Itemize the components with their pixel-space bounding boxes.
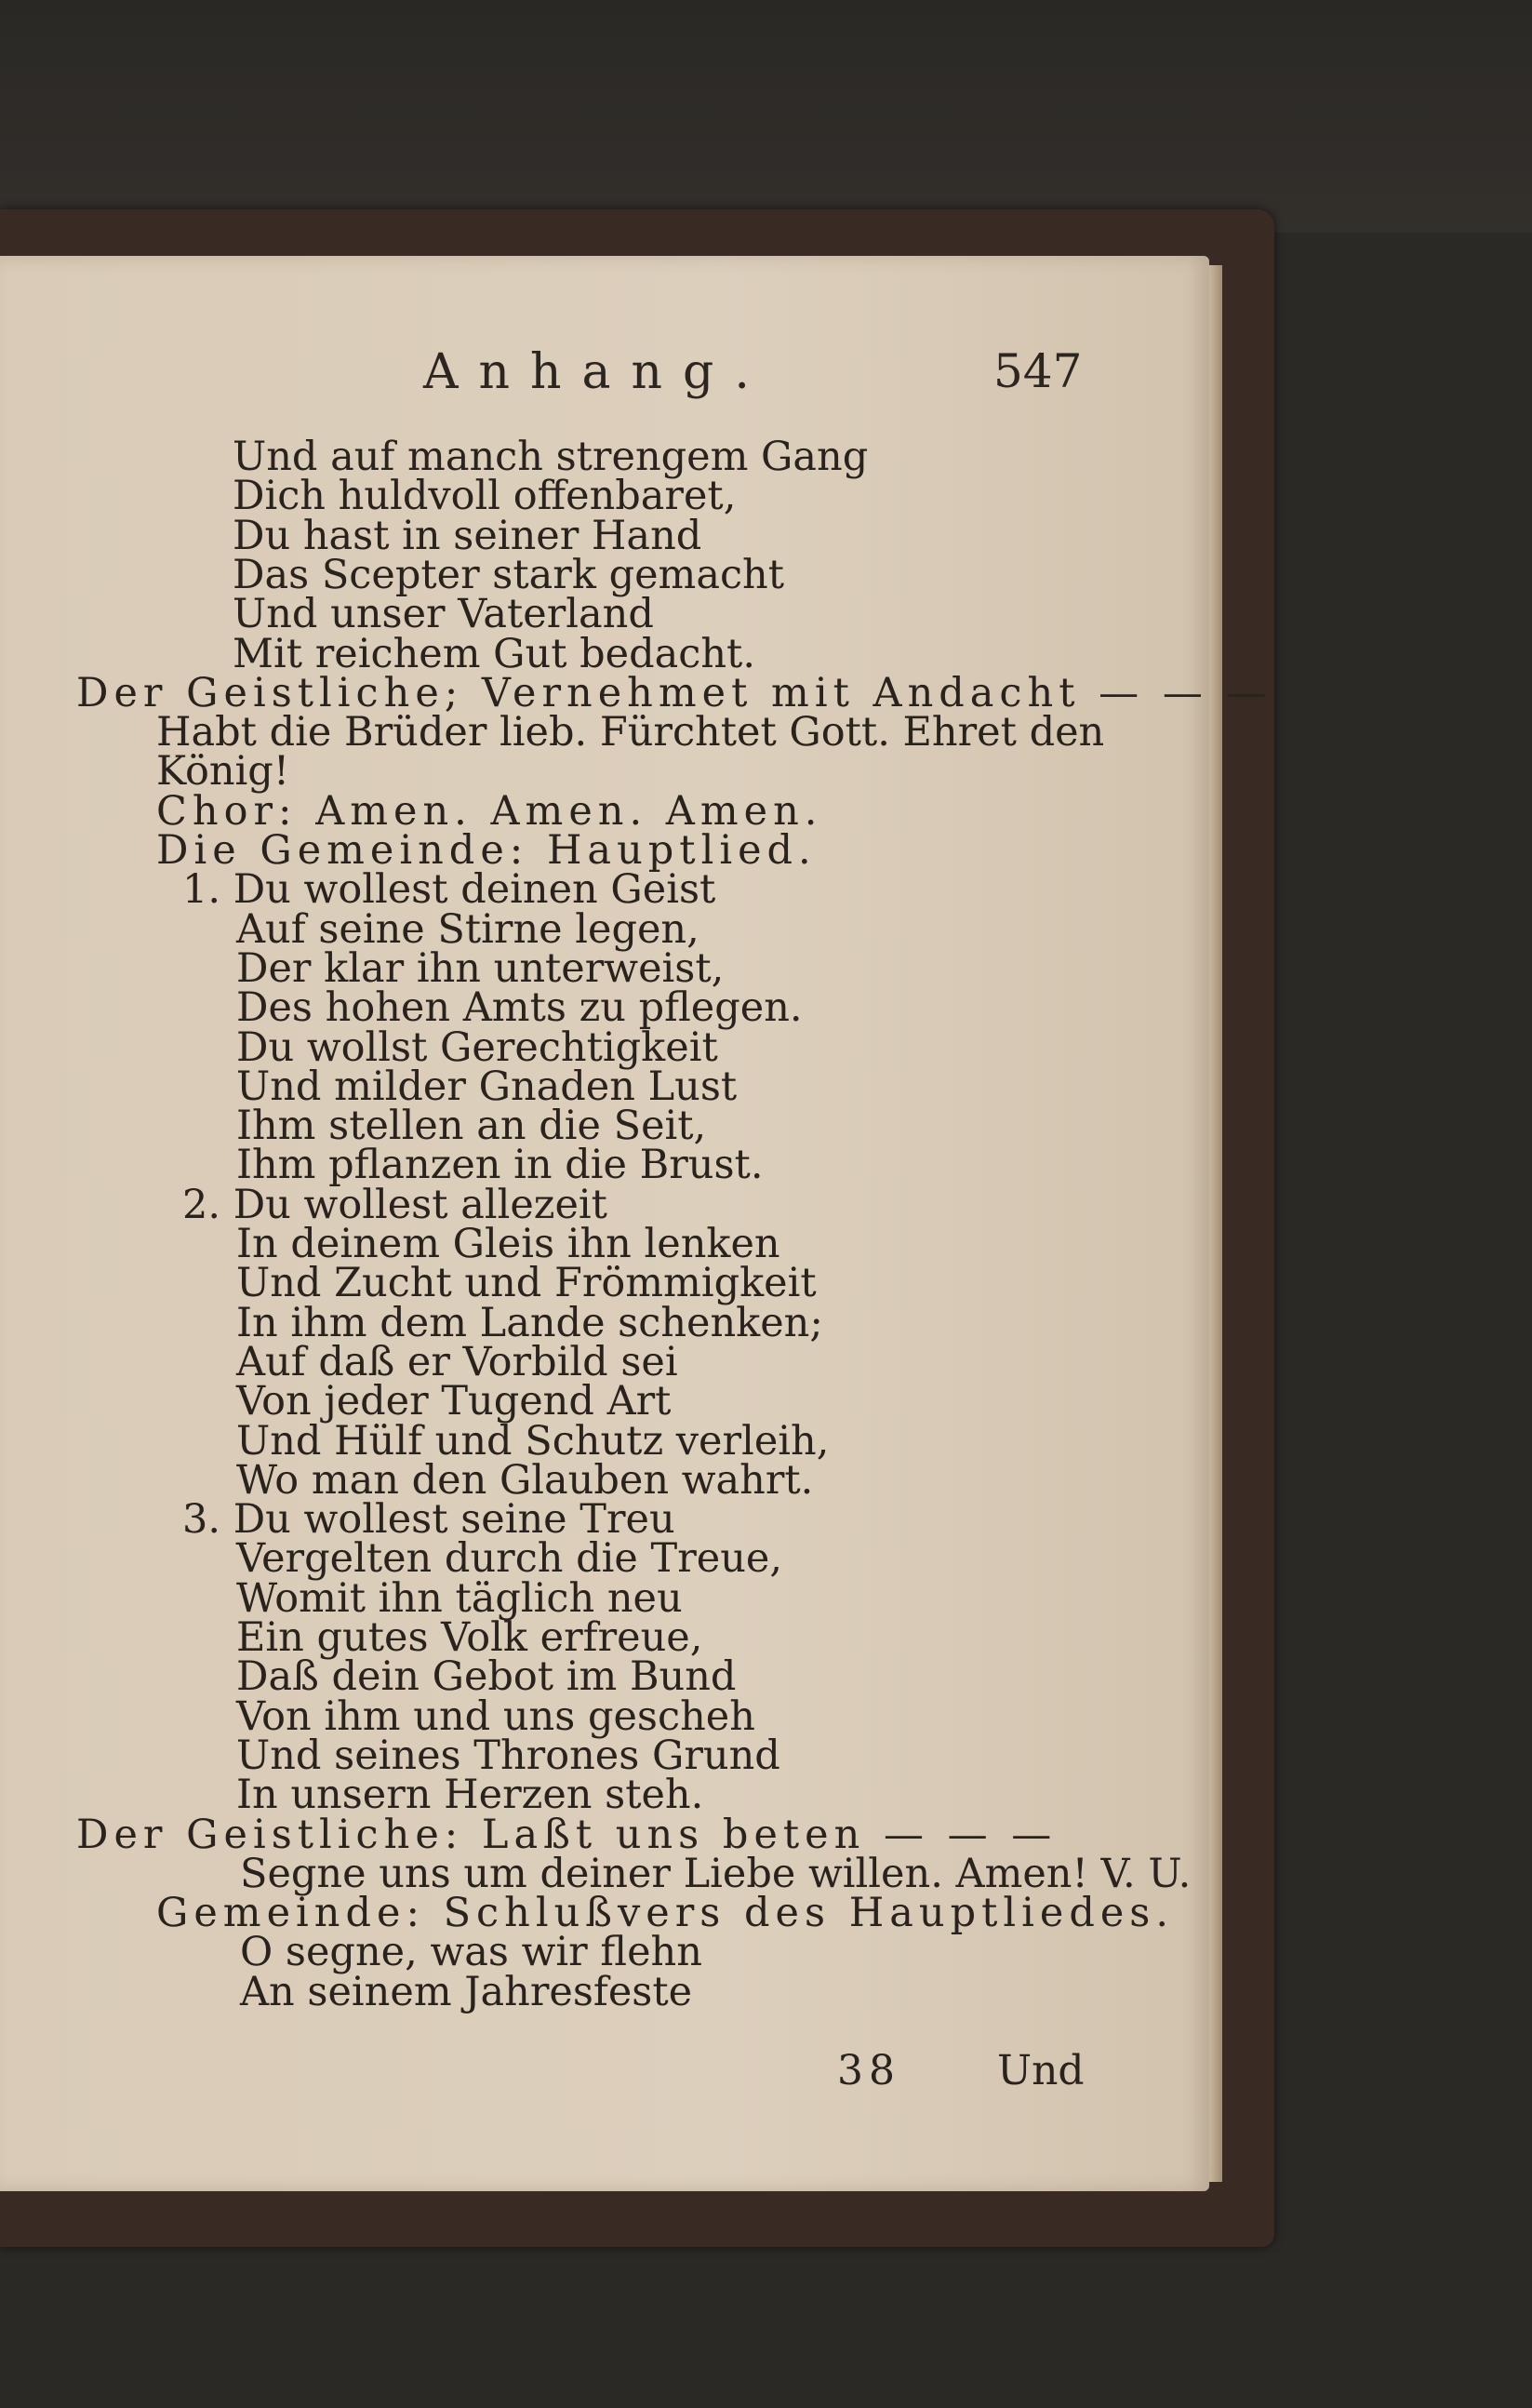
text-line: Mit reichem Gut bedacht. [233, 631, 756, 677]
text-line: Der klar ihn unterweist, [236, 945, 725, 992]
text-line: O segne, was wir flehn [240, 1929, 702, 1975]
signature-mark: 38 [837, 2047, 900, 2094]
text-line: Von jeder Tugend Art [236, 1378, 672, 1425]
text-line: Wo man den Glauben wahrt. [236, 1457, 814, 1504]
text-line: Du hast in seiner Hand [233, 513, 702, 559]
text-line: Segne uns um deiner Liebe willen. Amen! V. U. [240, 1851, 1192, 1897]
text-line: Ihm pflanzen in die Brust. [236, 1142, 764, 1188]
text-line: Auf seine Stirne legen, [236, 906, 699, 953]
text-line: Womit ihn täglich neu [236, 1575, 683, 1622]
text-line: Auf daß er Vorbild sei [236, 1339, 678, 1385]
text-line: Des hohen Amts zu pflegen. [236, 984, 803, 1031]
text-line: In deinem Gleis ihn lenken [236, 1221, 780, 1267]
page-edge [1209, 265, 1222, 2182]
text-line: Du wollst Gerechtigkeit [236, 1024, 718, 1071]
page-header [0, 344, 1209, 409]
text-line: Der Geistliche; Vernehmet mit Andacht — — — [76, 670, 1272, 716]
text-line: Ein gutes Volk erfreue, [236, 1614, 703, 1661]
text-line: Die Gemeinde: Hauptlied. [156, 827, 817, 874]
text-line: Dich huldvoll offenbaret, [233, 473, 737, 519]
text-line: In unsern Herzen steh. [236, 1772, 704, 1818]
text-line: Und auf manch strengem Gang [233, 434, 869, 480]
text-line: Und seines Thrones Grund [236, 1732, 780, 1779]
text-line: In ihm dem Lande schenken; [236, 1300, 823, 1346]
text-line: Das Scepter stark gemacht [233, 552, 785, 598]
text-line: Und unser Vaterland [233, 591, 654, 637]
text-line: König! [156, 748, 290, 795]
text-line: Ihm stellen an die Seit, [236, 1103, 707, 1149]
page-number: 547 [993, 344, 1083, 398]
text-line: 2. Du wollest allezeit [182, 1182, 607, 1228]
catchword: Und [997, 2047, 1085, 2094]
text-line: 1. Du wollest deinen Geist [182, 866, 716, 913]
page-footer [0, 2047, 1209, 2103]
text-line: Und Hülf und Schutz verleih, [236, 1418, 830, 1465]
running-head: Anhang. [423, 344, 770, 400]
text-line: Gemeinde: Schlußvers des Hauptliedes. [156, 1890, 1175, 1936]
text-line: 3. Du wollest seine Treu [182, 1496, 675, 1543]
text-line: An seinem Jahresfeste [240, 1969, 693, 2015]
text-line: Und Zucht und Frömmigkeit [236, 1260, 817, 1306]
background-top [0, 0, 1532, 233]
text-line: Der Geistliche: Laßt uns beten — — — [76, 1812, 1058, 1858]
text-line: Und milder Gnaden Lust [236, 1064, 738, 1110]
text-line: Habt die Brüder lieb. Fürchtet Gott. Ehret den [156, 709, 1105, 756]
text-line: Chor: Amen. Amen. Amen. [156, 788, 823, 835]
text-line: Von ihm und uns gescheh [236, 1693, 755, 1740]
text-line: Vergelten durch die Treue, [236, 1535, 783, 1582]
text-line: Daß dein Gebot im Bund [236, 1653, 737, 1700]
